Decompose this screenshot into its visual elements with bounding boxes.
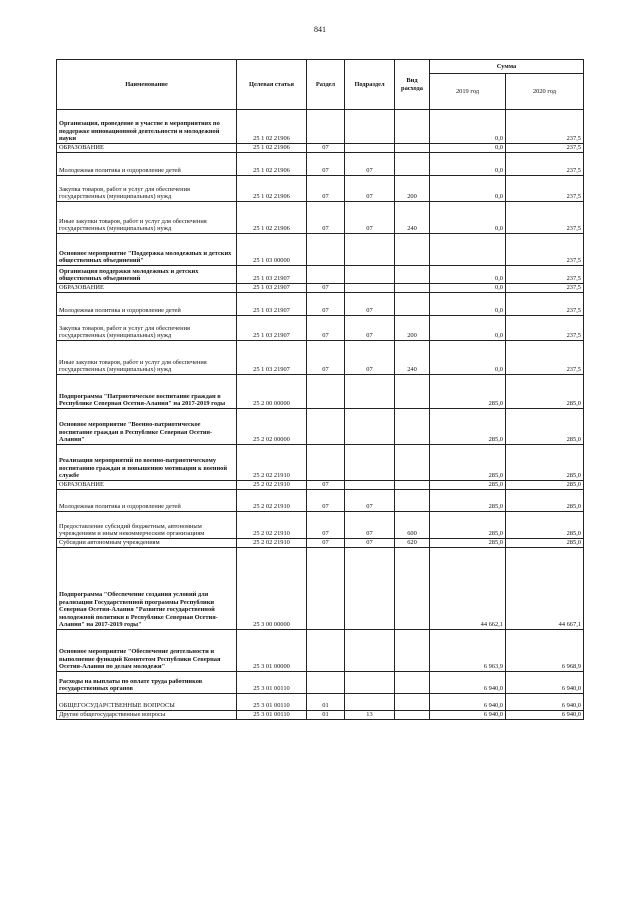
table-row (57, 409, 584, 445)
row-target: 25 2 02 21910 (237, 512, 307, 539)
row-sum-2019: 0,0 (430, 316, 506, 341)
header-name: Наименование (57, 60, 237, 110)
header-target: Целевая статья (237, 60, 307, 110)
row-sum-2019: 6 940,0 (430, 672, 506, 694)
row-subsection (345, 110, 395, 144)
header-subsection: Подраздел (345, 60, 395, 110)
row-section (307, 672, 345, 694)
row-subsection: 07 (345, 341, 395, 375)
row-section (307, 266, 345, 284)
row-subsection: 07 (345, 176, 395, 202)
table-row (57, 234, 584, 266)
row-sum-2019: 0,0 (430, 284, 506, 293)
table-row (57, 266, 584, 284)
row-section: 07 (307, 284, 345, 293)
row-subsection: 07 (345, 202, 395, 234)
row-expense-type: 200 (395, 316, 430, 341)
row-target: 25 2 02 21910 (237, 481, 307, 490)
row-expense-type (395, 711, 430, 720)
row-sum-2019: 6 963,9 (430, 630, 506, 672)
budget-table (56, 59, 584, 720)
table-row (57, 445, 584, 481)
row-subsection (345, 481, 395, 490)
row-name: Закупка товаров, работ и услуг для обеспечения государственных (муниципальных) нужд (57, 316, 237, 341)
row-subsection (345, 445, 395, 481)
row-target: 25 1 02 21906 (237, 202, 307, 234)
row-sum-2020: 6 940,0 (506, 694, 584, 711)
row-subsection (345, 284, 395, 293)
row-name: Расходы на выплаты по оплате труда работников государственных органов (57, 672, 237, 694)
row-sum-2020: 237,5 (506, 266, 584, 284)
header-2020: 2020 год (506, 74, 584, 110)
row-sum-2020: 285,0 (506, 409, 584, 445)
row-sum-2019: 285,0 (430, 512, 506, 539)
row-sum-2020: 285,0 (506, 375, 584, 409)
row-sum-2019: 6 940,0 (430, 711, 506, 720)
table-row (57, 144, 584, 153)
row-section: 01 (307, 711, 345, 720)
row-expense-type (395, 110, 430, 144)
row-target: 25 2 00 00000 (237, 375, 307, 409)
row-name: Закупка товаров, работ и услуг для обеспечения государственных (муниципальных) нужд (57, 176, 237, 202)
row-sum-2019: 285,0 (430, 490, 506, 512)
row-sum-2019: 285,0 (430, 409, 506, 445)
header-section: Раздел (307, 60, 345, 110)
row-target: 25 2 02 21910 (237, 445, 307, 481)
table-row (57, 711, 584, 720)
row-subsection (345, 630, 395, 672)
row-target: 25 1 03 21907 (237, 266, 307, 284)
row-sum-2020: 44 667,1 (506, 548, 584, 630)
row-name: ОБРАЗОВАНИЕ (57, 144, 237, 153)
table-row (57, 284, 584, 293)
row-sum-2020: 237,5 (506, 284, 584, 293)
table-header (57, 60, 584, 110)
table-row (57, 481, 584, 490)
table-row (57, 672, 584, 694)
row-sum-2020: 285,0 (506, 445, 584, 481)
row-subsection (345, 409, 395, 445)
row-target: 25 3 01 00000 (237, 630, 307, 672)
row-section: 07 (307, 144, 345, 153)
row-sum-2020: 285,0 (506, 490, 584, 512)
row-expense-type (395, 409, 430, 445)
header-expense-type: Вид расхода (395, 60, 430, 110)
row-section (307, 110, 345, 144)
row-target: 25 3 00 00000 (237, 548, 307, 630)
row-target: 25 1 03 21907 (237, 316, 307, 341)
row-target: 25 2 02 21910 (237, 539, 307, 548)
row-expense-type (395, 153, 430, 176)
row-expense-type: 600 (395, 512, 430, 539)
row-target: 25 1 02 21906 (237, 144, 307, 153)
row-section: 07 (307, 202, 345, 234)
row-subsection: 07 (345, 490, 395, 512)
row-name: Подпрограмма "Патриотическое воспитание граждан в Республике Северная Осетия-Алания" на 2017-2019 годы (57, 375, 237, 409)
row-subsection: 07 (345, 512, 395, 539)
row-sum-2019: 285,0 (430, 539, 506, 548)
row-name: ОБРАЗОВАНИЕ (57, 284, 237, 293)
row-name: Молодежная политика и оздоровление детей (57, 153, 237, 176)
row-name: Реализация мероприятий по военно-патриотическому воспитанию граждан и повышению мотивации к военной службе (57, 445, 237, 481)
row-sum-2019: 0,0 (430, 176, 506, 202)
table-row (57, 694, 584, 711)
row-name: Иные закупки товаров, работ и услуг для обеспечения государственных (муниципальных) нужд (57, 202, 237, 234)
row-target: 25 1 02 21906 (237, 176, 307, 202)
table-row (57, 110, 584, 144)
row-target: 25 2 02 21910 (237, 490, 307, 512)
row-target: 25 3 01 00110 (237, 694, 307, 711)
row-subsection (345, 548, 395, 630)
row-expense-type (395, 548, 430, 630)
row-name: Основное мероприятие "Поддержка молодежных и детских общественных объединений" (57, 234, 237, 266)
row-target: 25 1 03 21907 (237, 293, 307, 316)
row-expense-type (395, 144, 430, 153)
row-name: Организация поддержки молодежных и детских общественных объединений (57, 266, 237, 284)
row-sum-2020: 237,5 (506, 110, 584, 144)
row-section: 07 (307, 539, 345, 548)
row-expense-type (395, 490, 430, 512)
row-sum-2020: 237,5 (506, 316, 584, 341)
row-expense-type (395, 672, 430, 694)
row-section (307, 375, 345, 409)
row-sum-2020: 285,0 (506, 512, 584, 539)
row-sum-2020: 237,5 (506, 144, 584, 153)
row-sum-2019: 6 940,0 (430, 694, 506, 711)
row-sum-2020: 285,0 (506, 539, 584, 548)
row-expense-type (395, 630, 430, 672)
row-section (307, 548, 345, 630)
row-target: 25 1 03 00000 (237, 234, 307, 266)
row-expense-type (395, 266, 430, 284)
row-sum-2019: 285,0 (430, 481, 506, 490)
row-subsection: 07 (345, 153, 395, 176)
row-section: 01 (307, 694, 345, 711)
row-sum-2019: 0,0 (430, 341, 506, 375)
row-name: Молодежная политика и оздоровление детей (57, 293, 237, 316)
row-name: Основное мероприятие "Обеспечение деятельности и выполнение функций Комитетом Республики Северная Осетия-Алания по делам молодежи" (57, 630, 237, 672)
row-expense-type (395, 481, 430, 490)
row-subsection: 07 (345, 539, 395, 548)
table-row (57, 316, 584, 341)
row-subsection: 13 (345, 711, 395, 720)
row-expense-type (395, 375, 430, 409)
row-name: Предоставление субсидий бюджетным, автономным учреждениям и иным некоммерческим организациям (57, 512, 237, 539)
header-2019: 2019 год (430, 74, 506, 110)
row-section: 07 (307, 481, 345, 490)
row-section: 07 (307, 176, 345, 202)
row-section: 07 (307, 316, 345, 341)
table-row (57, 341, 584, 375)
row-section: 07 (307, 293, 345, 316)
row-name: Основное мероприятие "Военно-патриотическое воспитание граждан в Республике Северная Осетия- Алания" (57, 409, 237, 445)
row-sum-2019: 0,0 (430, 266, 506, 284)
row-sum-2020: 237,5 (506, 293, 584, 316)
row-expense-type (395, 234, 430, 266)
row-expense-type: 620 (395, 539, 430, 548)
row-name: Молодежная политика и оздоровление детей (57, 490, 237, 512)
row-section (307, 630, 345, 672)
row-sum-2020: 237,5 (506, 176, 584, 202)
row-target: 25 2 02 00000 (237, 409, 307, 445)
row-subsection (345, 375, 395, 409)
table-row (57, 630, 584, 672)
row-sum-2019: 0,0 (430, 153, 506, 176)
row-sum-2019 (430, 234, 506, 266)
row-expense-type: 240 (395, 202, 430, 234)
row-name: ОБРАЗОВАНИЕ (57, 481, 237, 490)
row-sum-2019: 44 662,1 (430, 548, 506, 630)
row-sum-2020: 285,0 (506, 481, 584, 490)
row-target: 25 1 03 21907 (237, 341, 307, 375)
row-target: 25 1 02 21906 (237, 153, 307, 176)
row-sum-2019: 0,0 (430, 293, 506, 316)
row-expense-type: 240 (395, 341, 430, 375)
row-subsection (345, 234, 395, 266)
row-section: 07 (307, 341, 345, 375)
row-section (307, 409, 345, 445)
table-row (57, 548, 584, 630)
row-subsection: 07 (345, 293, 395, 316)
row-name: ОБЩЕГОСУДАРСТВЕННЫЕ ВОПРОСЫ (57, 694, 237, 711)
row-sum-2020: 6 940,0 (506, 672, 584, 694)
row-sum-2019: 285,0 (430, 445, 506, 481)
table-row (57, 202, 584, 234)
row-sum-2020: 237,5 (506, 202, 584, 234)
table-row (57, 490, 584, 512)
row-target: 25 1 02 21906 (237, 110, 307, 144)
table-body (57, 110, 584, 720)
row-subsection: 07 (345, 316, 395, 341)
row-section: 07 (307, 153, 345, 176)
row-subsection (345, 672, 395, 694)
row-name: Организация, проведение и участие в мероприятиях по поддержке инновационной деятельности и молодежной науки (57, 110, 237, 144)
row-name: Иные закупки товаров, работ и услуг для обеспечения государственных (муниципальных) нужд (57, 341, 237, 375)
row-section: 07 (307, 512, 345, 539)
table-row (57, 375, 584, 409)
row-section: 07 (307, 490, 345, 512)
table-row (57, 293, 584, 316)
row-name: Другие общегосударственные вопросы (57, 711, 237, 720)
row-section (307, 234, 345, 266)
row-target: 25 3 01 00110 (237, 672, 307, 694)
table-row (57, 176, 584, 202)
row-sum-2020: 237,5 (506, 153, 584, 176)
table-row (57, 512, 584, 539)
row-expense-type (395, 445, 430, 481)
row-expense-type: 200 (395, 176, 430, 202)
table-row (57, 153, 584, 176)
row-subsection (345, 144, 395, 153)
row-sum-2019: 285,0 (430, 375, 506, 409)
row-sum-2020: 6 968,9 (506, 630, 584, 672)
header-sum: Сумма (430, 60, 584, 74)
row-sum-2020: 237,5 (506, 234, 584, 266)
row-subsection (345, 266, 395, 284)
row-target: 25 1 03 21907 (237, 284, 307, 293)
page-number: 841 (314, 25, 326, 34)
row-expense-type (395, 293, 430, 316)
table-row (57, 539, 584, 548)
row-name: Подпрограмма "Обеспечение создания условий для реализации Государственной программы Республики Северная Осетия-Алания "Развитие государственной молодежной политики в Республике Северная Осетия-Алания" на 2017-2019 годы" (57, 548, 237, 630)
row-section (307, 445, 345, 481)
row-sum-2020: 6 940,0 (506, 711, 584, 720)
row-sum-2019: 0,0 (430, 202, 506, 234)
row-sum-2020: 237,5 (506, 341, 584, 375)
row-subsection (345, 694, 395, 711)
row-expense-type (395, 694, 430, 711)
row-sum-2019: 0,0 (430, 144, 506, 153)
row-expense-type (395, 284, 430, 293)
row-sum-2019: 0,0 (430, 110, 506, 144)
row-name: Субсидии автономным учреждениям (57, 539, 237, 548)
row-target: 25 3 01 00110 (237, 711, 307, 720)
